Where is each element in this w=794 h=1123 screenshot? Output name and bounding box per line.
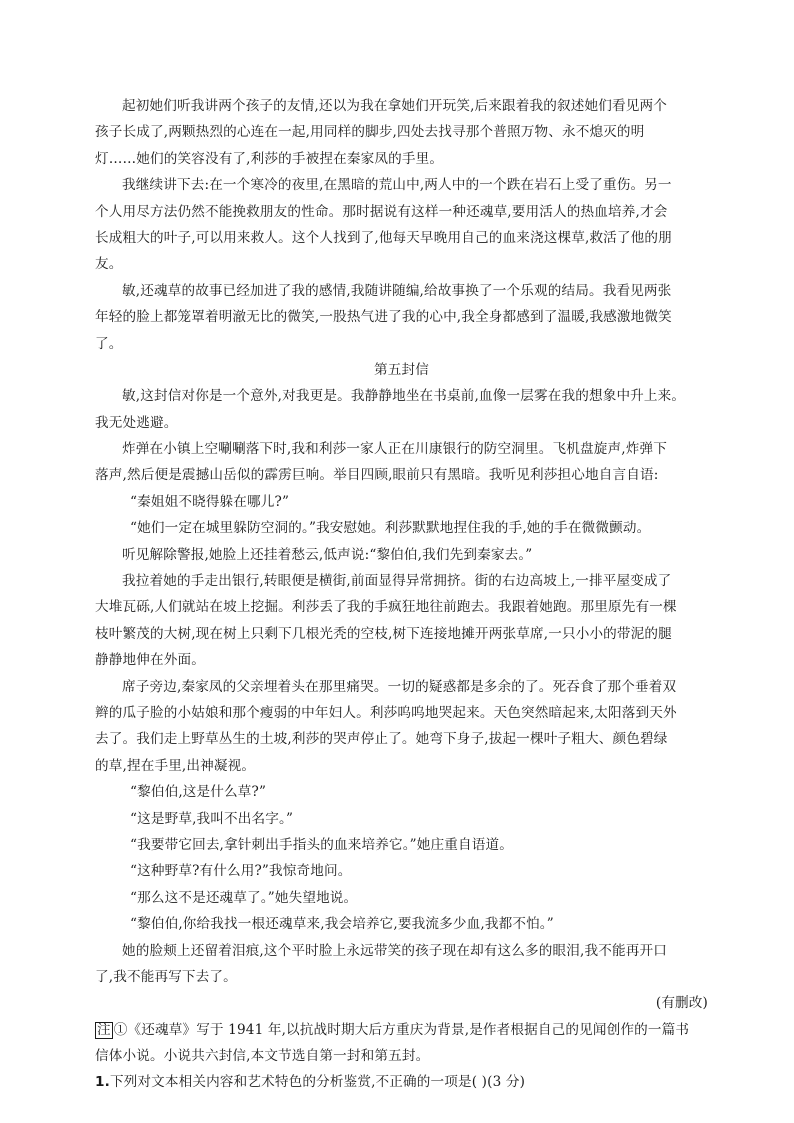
text-line: 席子旁边,秦家凤的父亲埋着头在那里痛哭。一切的疑惑都是多余的了。死吞食了那个垂着双 [122,678,677,695]
dialogue-line: “那么这不是还魂草了。”她失望地说。 [130,889,358,906]
text-line: 个人用尽方法仍然不能挽救朋友的性命。那时据说有这样一种还魂草,要用活人的热血培养,才会 [95,203,668,220]
section-heading: 第五封信 [374,361,429,378]
paragraph [95,436,708,489]
text-line: 枝叶繁茂的大树,现在树上只剩下几根光秃的空枝,树下连接地摊开两张草席,一只小小的带泥的腿 [95,625,672,642]
dialogue-line: “秦姐姐不晓得躲在哪儿?” [130,493,290,510]
text-line: 我无处逃避。 [95,414,178,431]
footnote-text: ①《还魂草》写于 1941 年,以抗战时期大后方重庆为背景,是作者根据自己的见闻创作的一篇书 [113,1021,690,1038]
text-line: 落声,然后便是震撼山岳似的霹雳巨响。举目四顾,眼前只有黑暗。我听见利莎担心地自言自语: [95,467,659,484]
paragraph [95,674,708,780]
paragraph [95,383,708,436]
document-page [95,93,708,1096]
question-line [95,1069,708,1095]
note-tag: 注 [97,1021,111,1038]
dialogue-line: “黎伯伯,这是什么草?” [130,784,267,801]
text-line: 炸弹在小镇上空唰唰落下时,我和利莎一家人正在川康银行的防空洞里。飞机盘旋声,炸弹下 [122,441,667,458]
dialogue-line: “我要带它回去,拿针刺出手指头的血来培养它。”她庄重自语道。 [130,836,513,853]
footnote-line: 信体小说。小说共六封信,本文节选自第一封和第五封。 [95,1048,430,1065]
text-line: 她的脸颊上还留着泪痕,这个平时脸上永远带笑的孩子现在却有这么多的眼泪,我不能再开口 [122,942,667,959]
text-line: 友。 [95,256,123,273]
question-number: 1. [95,1074,110,1091]
text-line: 敏,这封信对你是一个意外,对我更是。我静静地坐在书桌前,血像一层雾在我的想象中升上来。 [122,388,686,405]
text-line: 听见解除警报,她脸上还挂着愁云,低声说:“黎伯伯,我们先到秦家去。” [122,546,533,563]
text-line: 孩子长成了,两颗热烈的心连在一起,用同样的脚步,四处去找寻那个普照万物、永不熄灭的明 [95,124,645,141]
text-line: 了。 [95,335,123,352]
footnote [95,1017,708,1070]
text-line: 大堆瓦砾,人们就站在坡上挖掘。利莎丢了我的手疯狂地往前跑去。我跟着她跑。那里原先有一棵 [95,599,677,616]
text-line: 我拉着她的手走出银行,转眼便是横街,前面显得异常拥挤。街的右边高坡上,一排平屋变成了 [122,573,672,590]
text-line: 年轻的脸上都笼罩着明澈无比的微笑,一股热气进了我的心中,我全身都感到了温暖,我感激地微笑 [95,309,672,326]
paragraph [95,938,708,991]
footnote-line [95,1017,708,1043]
text-line: 起初她们听我讲两个孩子的友情,还以为我在拿她们开玩笑,后来跟着我的叙述她们看见两个 [122,98,667,114]
paragraph [95,93,708,172]
text-line: 的草,捏在手里,出神凝视。 [95,757,256,774]
text-line: 长成粗大的叶子,可以用来救人。这个人找到了,他每天早晚用自己的血来浇这棵草,救活了他的朋 [95,229,672,246]
paragraph [95,172,708,278]
text-line: 静静地伸在外面。 [95,652,205,669]
text-line: 了,我不能再写下去了。 [95,968,237,985]
text-line: 灯……她们的笑容没有了,利莎的手被捏在秦家凤的手里。 [95,150,444,167]
text-line: 敏,还魂草的故事已经加进了我的感情,我随讲随编,给故事换了一个乐观的结局。我看见两张 [122,282,672,299]
dialogue-line: “这种野草?有什么用?”我惊奇地问。 [130,863,352,880]
source-note: (有删改) [655,995,708,1012]
dialogue-line: “黎伯伯,你给我找一根还魂草来,我会培养它,要我流多少血,我都不怕。” [130,916,554,933]
paragraph [95,278,708,357]
dialogue-line: “这是野草,我叫不出名字。” [130,810,294,827]
question-text: 下列对文本相关内容和艺术特色的分析鉴赏,不正确的一项是( )(3 分) [109,1074,526,1091]
text-line: 去了。我们走上野草丛生的土坡,利莎的哭声停止了。她弯下身子,拔起一棵叶子粗大、颜色碧绿 [95,731,668,748]
dialogue-line: “她们一定在城里躲防空洞的。”我安慰她。利莎默默地捏住我的手,她的手在微微颤动。 [130,520,651,537]
paragraph [95,568,708,674]
text-line: 我继续讲下去:在一个寒冷的夜里,在黑暗的荒山中,两人中的一个跌在岩石上受了重伤。另一 [122,177,672,194]
text-line: 辫的瓜子脸的小姑娘和那个瘦弱的中年妇人。利莎呜呜地哭起来。天色突然暗起来,太阳落到天外 [95,704,677,721]
